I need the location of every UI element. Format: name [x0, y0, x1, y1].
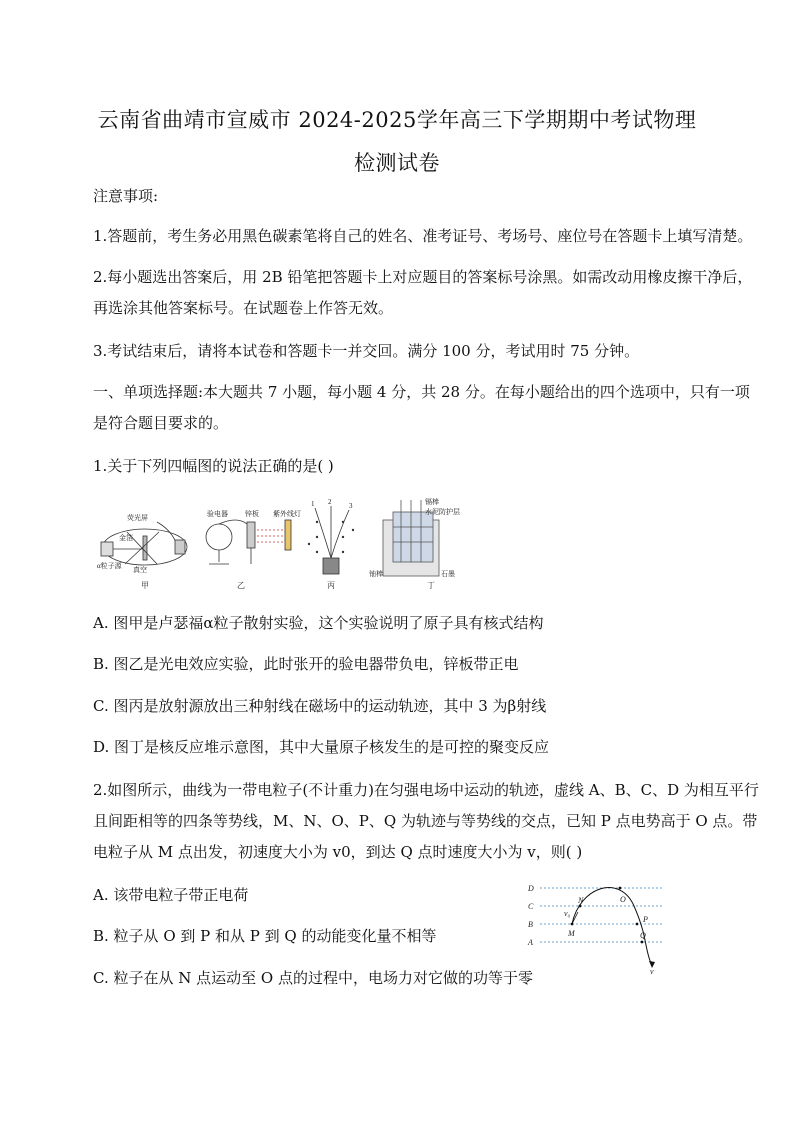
label-track-2: 2	[328, 498, 332, 506]
figure-jia-rutherford	[101, 522, 187, 565]
label-v0: v₀	[564, 909, 571, 918]
reactor-core	[393, 512, 433, 562]
label-track-1: 1	[311, 500, 315, 508]
q1-option-b: B. 图乙是光电效应实验，此时张开的验电器带负电，锌板带正电	[93, 655, 519, 673]
q2-stem-b: 且间距相等的四条等势线，M、N、O、P、Q 为轨迹与等势线的交点，已知 P 点电势高于 O 点。带	[93, 812, 758, 830]
zinc-plate	[247, 522, 255, 548]
radiation-source	[323, 558, 339, 574]
connecting-wire	[219, 520, 247, 524]
label-uv-lamp: 紫外线灯	[273, 510, 301, 518]
track-3	[331, 510, 349, 558]
label-gold-foil: 金箔	[119, 534, 133, 542]
exam-title-line1: 云南省曲靖市宣威市 2024-2025学年高三下学期期中考试物理	[97, 108, 697, 132]
label-line-d: D	[528, 884, 534, 893]
point-n	[579, 905, 582, 908]
q2-stem-a: 2.如图所示，曲线为一带电粒子(不计重力)在匀强电场中运动的轨迹，虚线 A、B、C、D 为相互平行	[93, 781, 759, 799]
q2-stem-c: 电粒子从 M 点出发，初速度大小为 v0，到达 Q 点时速度大小为 v，则( )	[93, 843, 583, 861]
label-ding: 丁	[427, 581, 435, 590]
q1-option-c: C. 图丙是放射源放出三种射线在磁场中的运动轨迹，其中 3 为β射线	[93, 697, 547, 715]
label-fluorescent-screen: 荧光屏	[127, 514, 148, 522]
label-zinc-plate: 锌板	[245, 510, 259, 518]
label-point-q: Q	[640, 931, 646, 940]
point-q	[641, 941, 644, 944]
uv-lamp	[285, 520, 291, 550]
q2-option-a: A. 该带电粒子带正电荷	[93, 886, 249, 904]
label-line-b: B	[528, 920, 533, 929]
label-line-c: C	[528, 902, 534, 911]
label-line-a: A	[528, 938, 533, 947]
alpha-source-box	[101, 542, 113, 556]
label-uranium-rod: 铀棒	[369, 570, 383, 578]
gold-foil	[143, 536, 147, 560]
q1-figure	[97, 492, 477, 592]
q2-figure	[524, 878, 674, 974]
electroscope-body	[206, 524, 232, 550]
label-point-m: M	[568, 929, 575, 938]
microscope	[175, 540, 185, 554]
label-point-n: N	[578, 896, 584, 905]
label-concrete-shield: 水泥防护层	[425, 508, 460, 516]
label-track-3: 3	[349, 502, 353, 510]
label-graphite: 石墨	[441, 570, 455, 578]
notice-heading: 注意事项:	[93, 187, 159, 205]
point-p	[636, 923, 639, 926]
q1-option-d: D. 图丁是核反应堆示意图，其中大量原子核发生的是可控的聚变反应	[93, 738, 550, 756]
q2-option-c: C. 粒子在从 N 点运动至 O 点的过程中，电场力对它做的功等于零	[93, 969, 533, 987]
figure-bing-radiation	[315, 506, 349, 574]
q2-option-b: B. 粒子从 O 到 P 和从 P 到 Q 的动能变化量不相等	[93, 927, 437, 945]
q1-option-a: A. 图甲是卢瑟福α粒子散射实验，这个实验说明了原子具有核式结构	[93, 614, 544, 632]
label-point-o: O	[620, 895, 626, 904]
section-1-heading-b: 是符合题目要求的。	[93, 414, 229, 432]
notice-item-3: 3.考试结束后，请将本试卷和答题卡一并交回。满分 100 分，考试用时 75 分钟。	[93, 342, 640, 360]
label-jia: 甲	[141, 581, 149, 590]
section-1-heading-a: 一、单项选择题:本大题共 7 小题，每小题 4 分，共 28 分。在每小题给出的四个选项中，只有一项	[93, 383, 750, 401]
notice-item-1: 1.答题前，考生务必用黑色碳素笔将自己的姓名、准考证号、考场号、座位号在答题卡上填写清楚。	[93, 227, 753, 245]
label-bing: 丙	[327, 581, 335, 590]
point-o	[619, 887, 622, 890]
q1-figure-svg	[97, 492, 477, 592]
particle-trajectory	[572, 888, 652, 966]
label-electroscope: 验电器	[207, 510, 228, 518]
label-vacuum: 真空	[133, 566, 147, 574]
q1-stem: 1.关于下列四幅图的说法正确的是( )	[93, 457, 334, 475]
notice-item-2a: 2.每小题选出答案后，用 2B 铅笔把答题卡上对应题目的答案标号涂黑。如需改动用橡皮擦干净后，	[93, 268, 753, 286]
notice-item-2b: 再选涂其他答案标号。在试题卷上作答无效。	[93, 299, 394, 317]
track-1	[315, 508, 331, 558]
label-alpha-source: α粒子源	[97, 562, 122, 570]
label-yi: 乙	[237, 581, 245, 590]
point-m	[571, 923, 574, 926]
label-point-p: P	[643, 915, 648, 924]
label-control-rod: 镉棒	[425, 498, 439, 506]
exam-title-line2: 检测试卷	[354, 151, 440, 175]
figure-yi-photoelectric	[206, 520, 291, 564]
label-v: v	[650, 967, 654, 974]
q2-figure-svg	[524, 878, 674, 974]
